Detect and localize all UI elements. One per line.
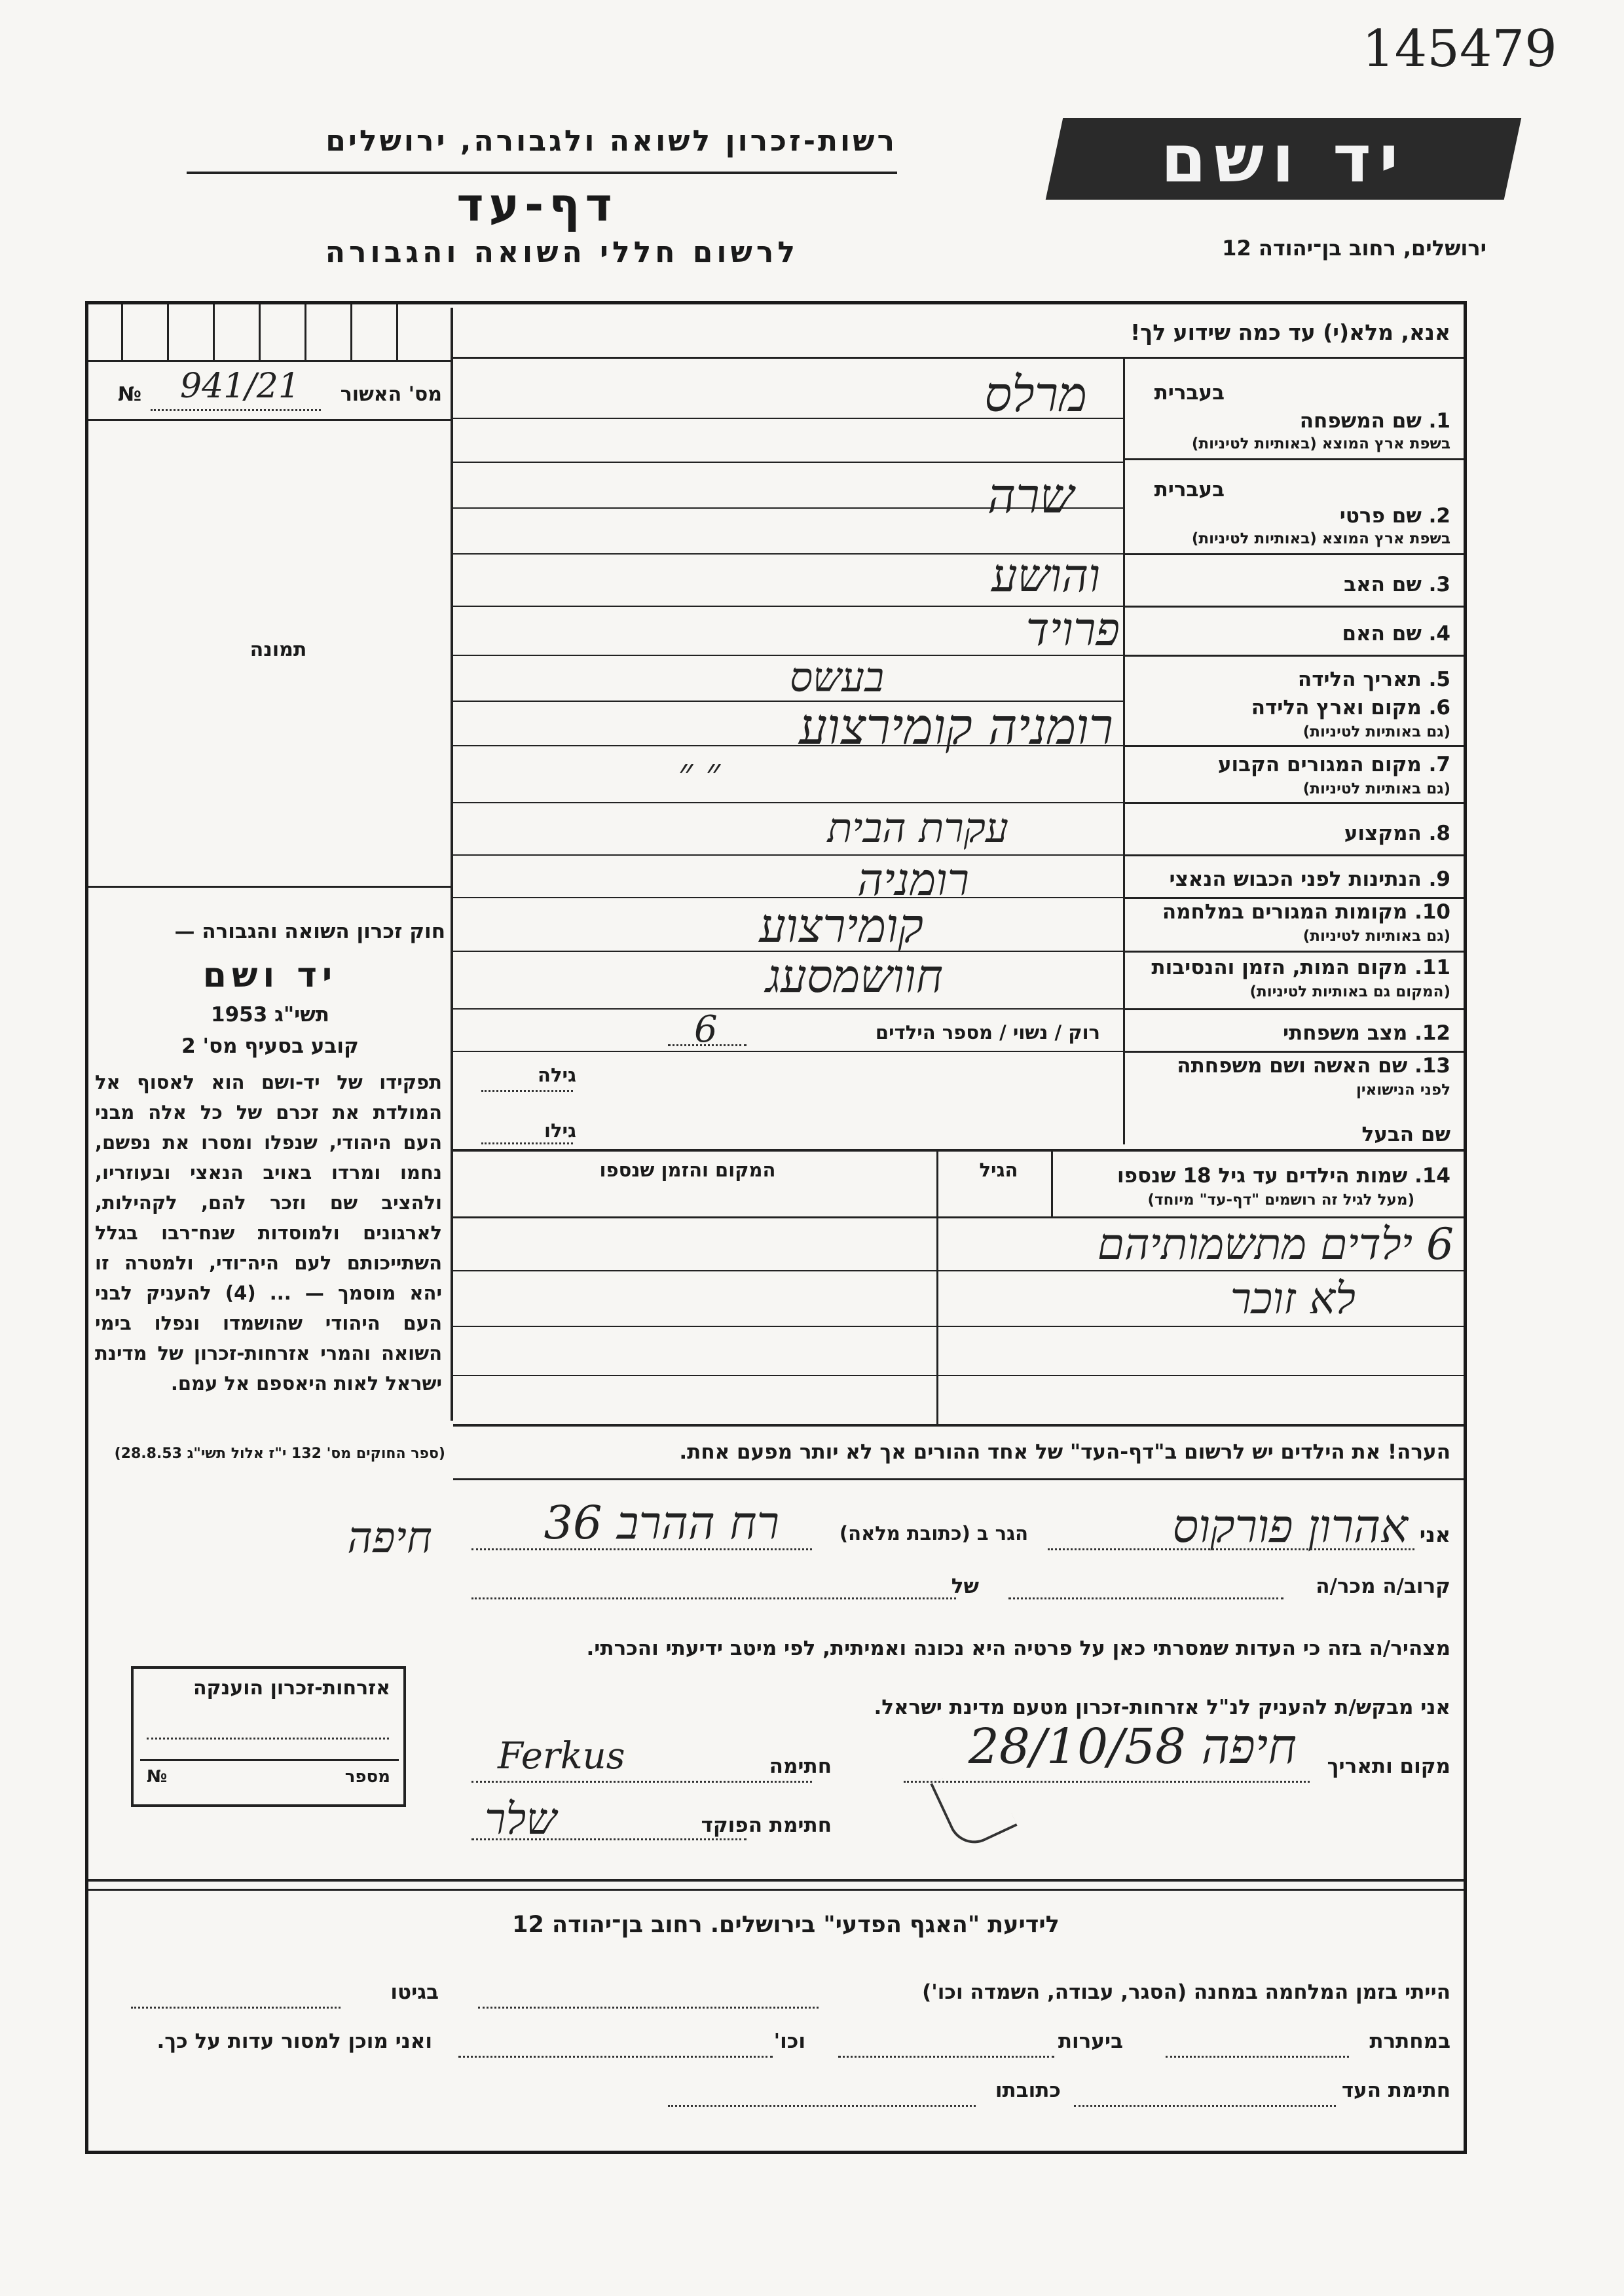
citizenship-number-label: מספר [344, 1767, 390, 1787]
field-6-sub: (גם באותיות לטיניות) [1302, 723, 1450, 740]
law-title: חוק זכרון השואה והגבורה — [174, 920, 445, 943]
footer-forests: ביערות [1058, 2030, 1123, 2053]
field-11-sub: (המקום גם באותיות לטיניות) [1249, 983, 1450, 1000]
authority-underline [187, 172, 897, 174]
children-col-age: הגיל [979, 1159, 1018, 1181]
declaration-i: אני [1419, 1522, 1450, 1547]
form-subtitle: לרשום חללי השואה והגבורה [325, 236, 799, 269]
children-count-value: 6 [694, 1008, 718, 1051]
intro-text: אנא, מלא(י) עד כמה שידוע לך! [1130, 319, 1450, 345]
field-7-label: 7. מקום המגורים הקבוע [1217, 753, 1450, 776]
declaration-statement: מצהיר/ה בזה כי העדות שמסרתי כאן על פרטיה היא נכונה ואמיתית, לפי מיטב ידיעתי והכרתי. [586, 1637, 1450, 1660]
footer-willing: ואני מוכן למסור עדות על כך. [157, 2030, 432, 2053]
note-text: הערה! את הילדים יש לרשום ב"דף-העד" של אחד ההורים אך לא יותר מפעם אחת. [679, 1440, 1450, 1464]
field-3-value: והושע [991, 549, 1100, 602]
marital-options: רוק / נשוי / מספר הילדים [875, 1021, 1100, 1044]
officer-value: שלר [485, 1794, 557, 1844]
law-year: תשי"ג 1953 [211, 1003, 329, 1027]
yad-vashem-address: ירושלים, רחוב בן־יהודה 12 [1222, 236, 1486, 261]
field-9-value: רומניה [857, 854, 969, 906]
field-3-label: 3. שם האב [1344, 573, 1450, 596]
authority-name: רשות-זכרון לשואה ולגבורה, ירושלים [325, 124, 897, 158]
declaration-address-value: רח ההרב 36 [544, 1496, 779, 1550]
law-text: תפקידו של יד-ושם הוא לאסוף אל המולדת את זכרם של כל אלה מבני העם היהודי, שנפלו ומסרו את נפשם, נחמו ומרדו באויב הנאצי ובעוזריו, ולהציב שם וזכר להם, לקהילות, לארגונים ולמוסדות שנח־רבו בגלל השתייכותם לעם היה־ודי, ולמטרה זו יהא מוסמך — ... (4) להעניק לבני העם היהודי שהושמדו ונפלו בימי השואה והמרי אזרחות-זכרון של מדינת ישראל לאות היאספם אל עמם. [95, 1071, 442, 1394]
form-title: דף-עד [456, 178, 618, 232]
field-2-value: שרה [987, 468, 1074, 524]
relation-of: של [951, 1575, 979, 1598]
field-13-sub: לפני הנישואין [1356, 1082, 1450, 1099]
children-col-place: המקום והזמן שנספו [599, 1159, 776, 1181]
officer-label: חתימת הפוקד [701, 1813, 832, 1837]
relation-label: קרוב/ה מכר/ה [1316, 1575, 1450, 1598]
field-7-sub: (גם באותיות לטיניות) [1302, 780, 1450, 797]
field-11-value: חוושמסעג [766, 949, 943, 1003]
field-1-sub: בשפת ארץ המוצא (באותיות לטיניות) [1191, 435, 1450, 452]
signature-value: Ferkus [498, 1735, 625, 1777]
citizenship-number-mark: № [147, 1767, 168, 1787]
field-2-sub: בשפת ארץ המוצא (באותיות לטיניות) [1191, 530, 1450, 547]
field-10-value: קומירצוע [759, 898, 923, 953]
approval-no-mark: № [118, 383, 142, 406]
field-6-label: 6. מקום וארץ הלידה [1251, 696, 1450, 720]
footer-etc: וכו' [773, 2030, 805, 2053]
field-11-label: 11. מקום המות, הזמן והנסיבות [1151, 956, 1450, 979]
yad-vashem-logo [1046, 118, 1522, 200]
field-5-label: 5. תאריך הלידה [1297, 668, 1450, 691]
field-1-label: 1. שם המשפחה [1299, 409, 1450, 433]
citizenship-box [131, 1666, 406, 1807]
field-9-label: 9. הנתינות לפני הכבוש הנאצי [1169, 867, 1450, 891]
field-13-label: 13. שם האשה ושם משפחתה [1177, 1054, 1450, 1078]
footer-heading: לידיעת "האגף הפדעי" בירושלים. רחוב בן־יהודה 12 [512, 1912, 1060, 1938]
field-7-value: ״ ״ [678, 750, 720, 795]
field-8-label: 8. המקצוע [1344, 822, 1450, 845]
footer-underground: במחתרת [1369, 2030, 1450, 2053]
approval-number: 941/21 [180, 367, 300, 406]
footer-line1: הייתי בזמן המלחמה במחנה (הסגר, עבודה, השמדה וכו') [922, 1980, 1450, 2004]
field-4-value: פרויד [1025, 602, 1120, 656]
in-hebrew-1: בעברית [1154, 381, 1225, 405]
declaration-i-value: אהרון פורקוס [1172, 1499, 1408, 1553]
field-6-value: רומניה קומירצוע [799, 697, 1113, 756]
field-8-value: עקרת הבית [827, 804, 1008, 852]
field-5-value: בעשס [789, 653, 884, 701]
declaration-city-value: חיפה [347, 1512, 432, 1563]
field-12-label: 12. מצב משפחתי [1282, 1021, 1450, 1045]
field-husband-label: שם הבעל [1361, 1123, 1450, 1146]
field-1-value: מרלס [984, 367, 1087, 423]
logo-text: יד ושם [1160, 120, 1407, 197]
field-10-sub: (גם באותיות לטיניות) [1302, 928, 1450, 945]
footer-ghetto: בגיטו [390, 1980, 439, 2004]
children-row-1: 6 ילדים מתשמותיהם [1097, 1219, 1454, 1269]
wife-age-label: גילה [538, 1064, 576, 1086]
photo-label: תמונה [249, 638, 307, 661]
declaration-request: אני מבקש/ת להעניק לנ"ל אזרחות-זכרון מטעם מדינת ישראל. [874, 1696, 1450, 1719]
in-hebrew-2: בעברית [1154, 478, 1225, 501]
field-10-label: 10. מקומות המגורים במלחמה [1162, 900, 1450, 924]
declaration-resident: הגר ב (כתובת מלאה) [839, 1522, 1028, 1544]
place-date-value: חיפה 28/10/58 [968, 1719, 1297, 1775]
footer-witness-sign: חתימת העד [1341, 2079, 1450, 2102]
law-source: (ספר החוקים מס' 132 י"ז אלול תשי"ג 28.8.53) [114, 1446, 445, 1462]
footer-address: כתובתו [995, 2079, 1061, 2102]
children-row-2: לא זוכר [1230, 1273, 1356, 1324]
law-clause: קובע בסעיף מס' 2 [181, 1034, 359, 1058]
children-label: 14. שמות הילדים עד גיל 18 שנספו [1117, 1164, 1450, 1188]
archive-number: 145479 [1362, 20, 1557, 79]
approval-label: מס' האשור [340, 383, 442, 406]
field-4-label: 4. שם האם [1342, 622, 1450, 646]
husband-age-label: גילו [544, 1120, 576, 1142]
citizenship-title: אזרחות-זכרון הוענקה [193, 1677, 390, 1700]
place-date-label: מקום ותאריך [1327, 1755, 1450, 1778]
children-sub: (מעל לגיל זה רושמים "דף-עד" מיוחד) [1147, 1192, 1414, 1209]
law-org: יד ושם [202, 956, 338, 995]
field-2-label: 2. שם פרטי [1339, 504, 1450, 528]
signature-label: חתימה [769, 1755, 832, 1778]
